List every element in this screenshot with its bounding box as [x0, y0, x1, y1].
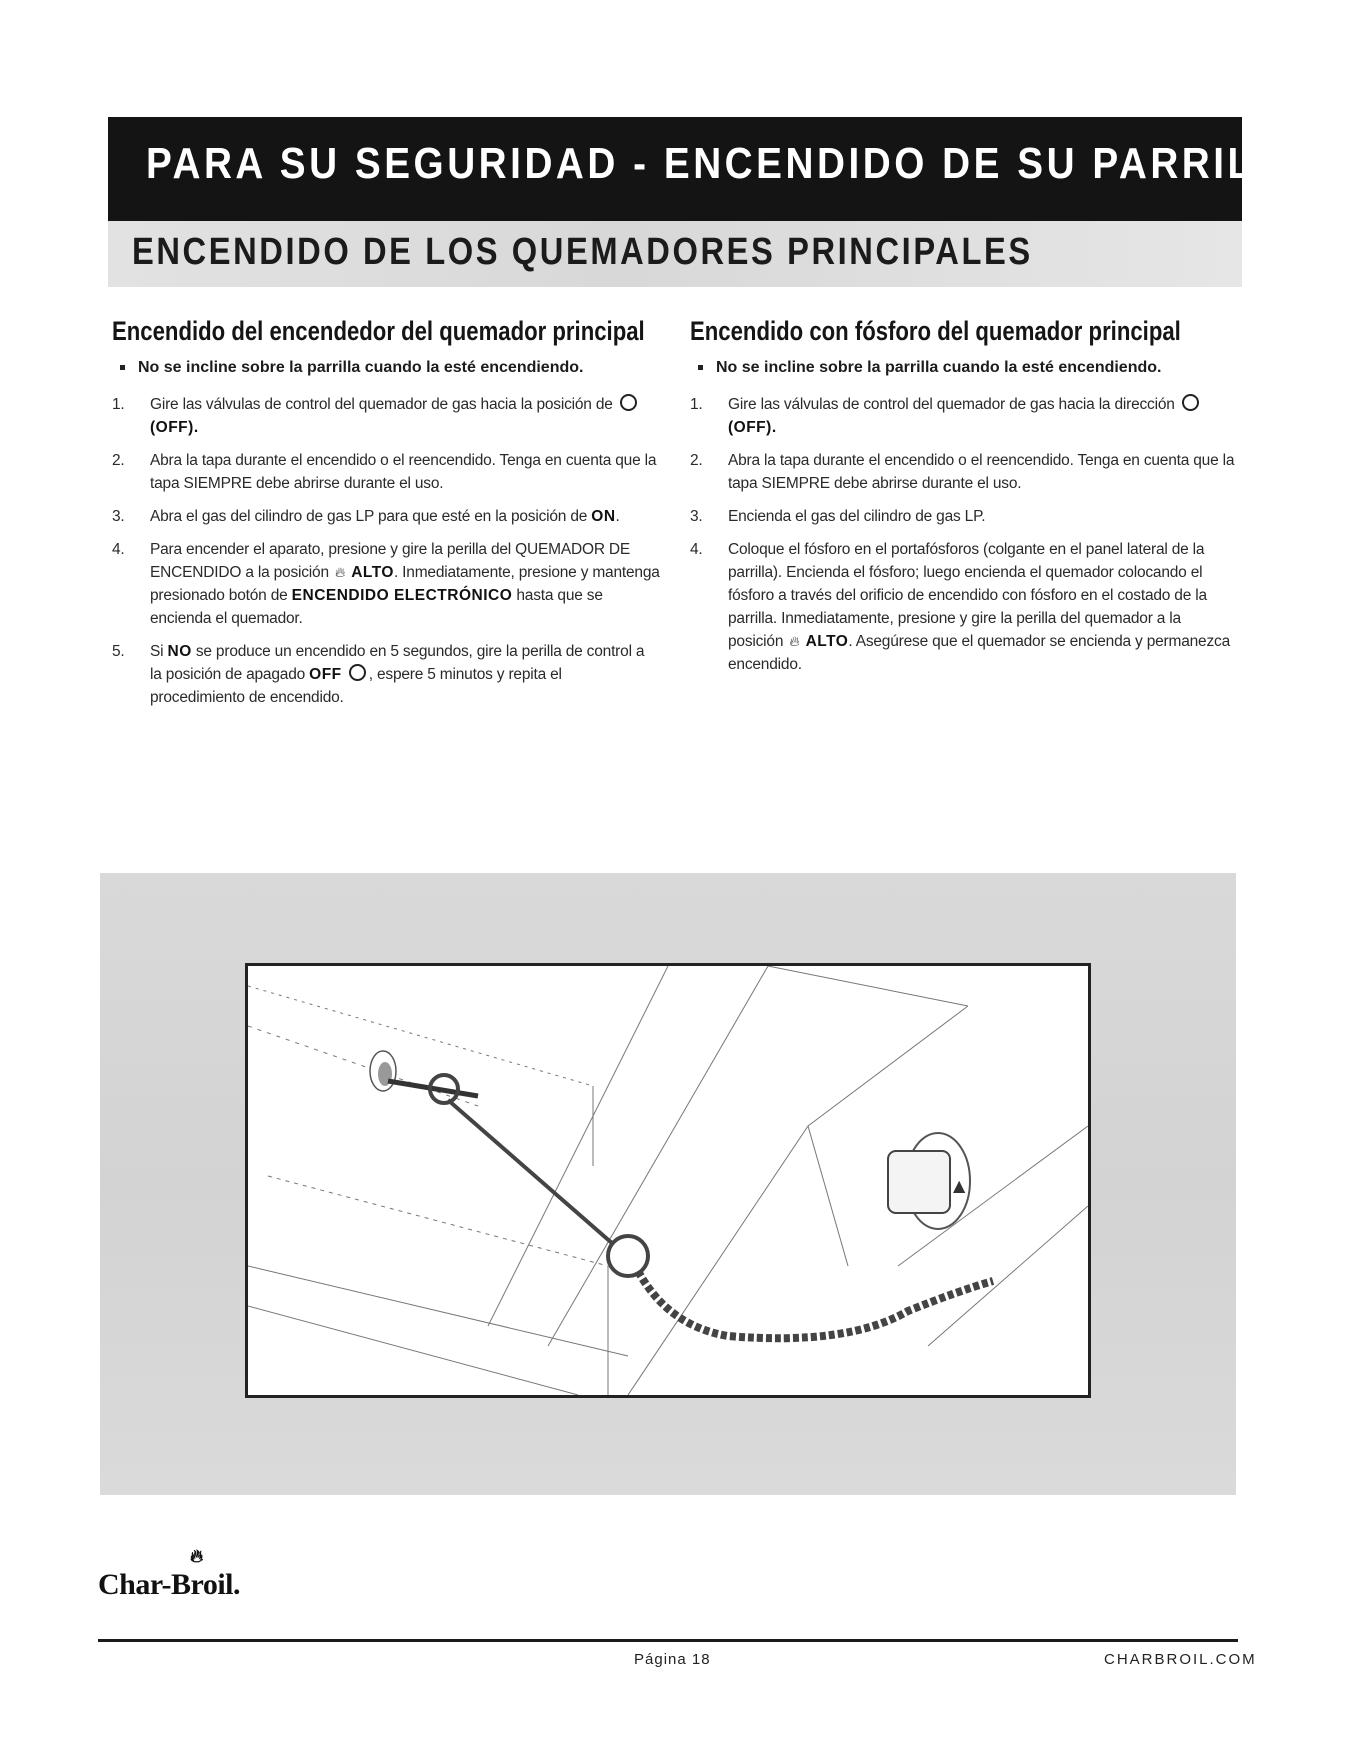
holder-wire	[448, 1100, 613, 1244]
list-item	[112, 640, 660, 709]
step-text-bold: OFF	[309, 666, 342, 683]
right-warning	[690, 359, 1238, 377]
list-item	[690, 505, 1238, 528]
step-text: Para encender el aparato, presione y gire la perilla del QUEMADOR DE ENCENDIDO a la posición	[150, 541, 631, 581]
step-number: 2.	[112, 452, 125, 469]
left-warning-text: No se incline sobre la parrilla cuando la esté encendiendo.	[138, 359, 584, 376]
step-number: 4.	[690, 541, 703, 558]
section-title: ENCENDIDO DE LOS QUEMADORES PRINCIPALES	[132, 231, 1033, 273]
step-text-bold: ALTO	[805, 633, 849, 650]
flame-icon: 🔥︎	[190, 1546, 203, 1566]
knob-flame-icon: ▲	[953, 1176, 966, 1195]
right-heading: Encendido con fósforo del quemador principal	[690, 316, 1181, 346]
left-heading: Encendido del encendedor del quemador principal	[112, 316, 645, 346]
circle-off-icon	[620, 394, 637, 411]
section-banner	[108, 221, 1242, 287]
match-holder-illustration	[245, 963, 1091, 1398]
bullet-icon	[120, 365, 125, 370]
list-item	[112, 505, 660, 528]
step-number: 3.	[112, 508, 125, 525]
step-number: 3.	[690, 508, 703, 525]
flame-icon: 🔥︎	[789, 633, 800, 649]
step-text-bold: (OFF).	[728, 419, 777, 436]
step-text: se produce un encendido en 5 segundos, gire la perilla de control a la posición de apagado	[150, 643, 645, 683]
step-text: Abra la tapa durante el encendido o el reencendido. Tenga en cuenta que la tapa SIEMPRE debe abrirse durante el uso.	[728, 452, 1235, 492]
step-text: hasta que se encienda el quemador.	[150, 587, 603, 627]
control-knob	[888, 1151, 950, 1213]
flame-icon: 🔥︎	[335, 564, 346, 580]
step-text-bold: ENCENDIDO ELECTRÓNICO	[291, 587, 513, 604]
left-steps	[112, 393, 660, 709]
step-text: Si	[150, 643, 164, 660]
step-text-bold: (OFF).	[150, 419, 199, 436]
website-link[interactable]: CHARBROIL.COM	[1104, 1651, 1257, 1668]
step-text: Abra la tapa durante el encendido o el reencendido. Tenga en cuenta que la tapa SIEMPRE debe abrirse durante el uso.	[150, 452, 657, 492]
list-item	[690, 538, 1238, 676]
step-number: 1.	[690, 396, 703, 413]
page-title: PARA SU SEGURIDAD - ENCENDIDO DE SU PARRILLA	[146, 139, 1314, 188]
list-item	[112, 538, 660, 630]
step-text: Abra el gas del cilindro de gas LP para que esté en la posición de	[150, 508, 588, 525]
step-number: 1.	[112, 396, 125, 413]
step-text: .	[615, 508, 620, 525]
bullet-icon	[698, 365, 703, 370]
step-text-bold: ALTO	[351, 564, 394, 581]
list-item	[112, 449, 660, 495]
right-steps	[690, 393, 1238, 676]
step-text: Gire las válvulas de control del quemador de gas hacia la posición de	[150, 396, 613, 413]
list-item	[112, 393, 660, 439]
logo-text: Char-Broil.	[98, 1568, 240, 1601]
left-warning	[112, 359, 660, 377]
step-text-bold: NO	[167, 643, 192, 660]
header-banner	[108, 117, 1314, 221]
step-text-bold: ON	[591, 508, 616, 525]
list-item	[690, 449, 1238, 495]
brand-logo	[98, 1546, 240, 1602]
step-text: Encienda el gas del cilindro de gas LP.	[728, 508, 986, 525]
step-number: 5.	[112, 643, 125, 660]
chain	[638, 1271, 993, 1338]
step-text: . Inmediatamente, presione y mantenga presionado botón de	[150, 564, 660, 604]
left-column	[112, 316, 660, 719]
circle-off-icon	[349, 664, 366, 681]
right-warning-text: No se incline sobre la parrilla cuando la esté encendiendo.	[716, 359, 1162, 376]
step-number: 4.	[112, 541, 125, 558]
step-number: 2.	[690, 452, 703, 469]
circle-off-icon	[1182, 394, 1199, 411]
match-holder-drawing	[248, 966, 1088, 1395]
right-column	[690, 316, 1238, 686]
page-number: Página 18	[634, 1651, 711, 1668]
step-text: Coloque el fósforo en el portafósforos (colgante en el panel lateral de la parrilla). Encienda el fósforo; luego encienda el quemador colocando el fósforo a través del orificio de encendido con fósforo en el costado de la parrilla. Inmediatamente, presione y gire la perilla del quemador a la posición	[728, 541, 1207, 650]
step-text: . Asegúrese que el quemador se encienda y permanezca encendido.	[728, 633, 1231, 673]
step-text: Gire las válvulas de control del quemador de gas hacia la dirección	[728, 396, 1175, 413]
step-text: , espere 5 minutos y repita el procedimiento de encendido.	[150, 666, 562, 706]
footer-divider	[98, 1639, 1238, 1642]
list-item	[690, 393, 1238, 439]
